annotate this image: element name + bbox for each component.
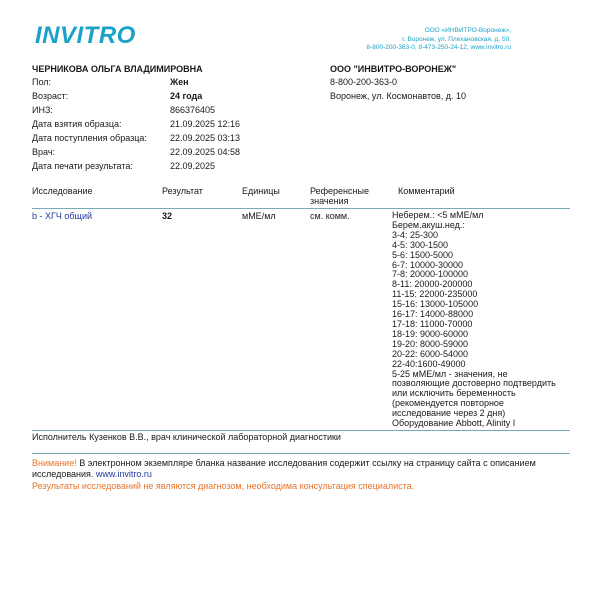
lab-phone: 8-800-200-363-0 [330,77,398,87]
company-line: г. Воронеж, ул. Плехановская, д. 50, [402,35,511,43]
field-label-print-date: Дата печати результата: [32,161,133,171]
field-value-age: 24 года [170,91,203,101]
table-header-divider [32,208,570,209]
reference-header-line: Референсные [310,186,369,196]
notice [32,458,572,480]
comment-line: 5-25 мМЕ/мл - значения, не [392,368,508,379]
company-line: 8-800-200-363-0, 8-473-250-24-12, www.invitro.ru [366,44,511,51]
comment-line: 19-20: 8000-59000 [392,338,469,349]
field-value-sex: Жен [170,77,189,87]
comment-line: 3-4: 25-300 [392,229,439,240]
column-header-result: Результат [162,186,203,196]
table-footer-divider [32,430,570,431]
result-units: мМЕ/мл [242,211,276,221]
field-value-sample-taken: 21.09.2025 12:16 [170,119,241,129]
comment-line: (рекомендуется повторное [392,398,504,409]
column-header-study: Исследование [32,186,93,196]
comment-line: 17-18: 11000-70000 [392,318,473,329]
patient-name: ЧЕРНИКОВА ОЛЬГА ВЛАДИМИРОВНА [32,64,203,74]
comment-line: исследование через 2 дня) [392,408,506,419]
comment-line: 22-40:1600-49000 [392,358,466,369]
reference-header-line: значения [310,196,349,206]
comment-line: 16-17: 14000-88000 [392,309,474,320]
comment-line: 11-15: 22000-235000 [392,289,478,300]
result-comment [392,210,556,429]
comment-line: или исключить беременность [392,388,516,399]
website-link[interactable]: www.invitro.ru [95,469,152,479]
disclaimer: Результаты исследований не являются диагнозом, необходима консультация специалиста. [32,481,415,491]
notice-text: В электронном экземпляре бланка название исследования содержит ссылку на страницу сайта с описанием исследования. [32,458,536,479]
comment-line: 18-19: 9000-60000 [392,328,469,339]
comment-line: Берем.акуш.нед.: [392,219,465,230]
study-link[interactable]: b - ХГЧ общий [32,211,92,221]
comment-line: 20-22: 6000-54000 [392,348,469,359]
column-header-units: Единицы [242,186,280,196]
comment-line: 8-11: 20000-200000 [392,279,473,290]
field-label-doctor: Врач: [32,147,56,157]
comment-line: 15-16: 13000-105000 [392,299,479,310]
comment-line: 4-5: 300-1500 [392,239,449,250]
field-label-sample-received: Дата поступления образца: [32,133,147,143]
column-header-reference [310,186,369,206]
field-label-sample-taken: Дата взятия образца: [32,119,122,129]
notice-warning: Внимание! [32,458,77,468]
comment-line: 6-7: 10000-30000 [392,259,464,270]
field-value-inz: 866376405 [170,105,216,115]
field-label-inz: ИНЗ: [32,105,53,115]
field-value-print-date: 22.09.2025 [170,161,216,171]
field-label-age: Возраст: [32,91,69,101]
company-line: ООО «ИНВИТРО-Воронеж», [424,27,511,34]
result-reference: см. комм. [310,211,350,221]
footer-divider [32,453,570,454]
lab-name: ООО "ИНВИТРО-ВОРОНЕЖ" [330,64,457,74]
column-header-comment: Комментарий [398,186,455,196]
comment-line: 5-6: 1500-5000 [392,249,454,260]
invitro-logo: INVITRO [35,22,136,49]
result-value: 32 [162,211,173,221]
comment-line: позволяющие достоверно подтвердить [392,378,556,389]
comment-line: 7-8: 20000-100000 [392,269,469,280]
executor-signature: Исполнитель Кузенков В.В., врач клинической лабораторной диагностики [32,432,341,442]
company-info [366,27,511,53]
field-value-doctor: 22.09.2025 04:58 [170,147,241,157]
comment-line: Оборудование Abbott, Alinity I [392,418,516,429]
comment-line: Неберем.: <5 мМЕ/мл [392,210,484,220]
field-value-sample-received: 22.09.2025 03:13 [170,133,241,143]
field-label-sex: Пол: [32,77,52,87]
lab-address: Воронеж, ул. Космонавтов, д. 10 [330,91,467,101]
